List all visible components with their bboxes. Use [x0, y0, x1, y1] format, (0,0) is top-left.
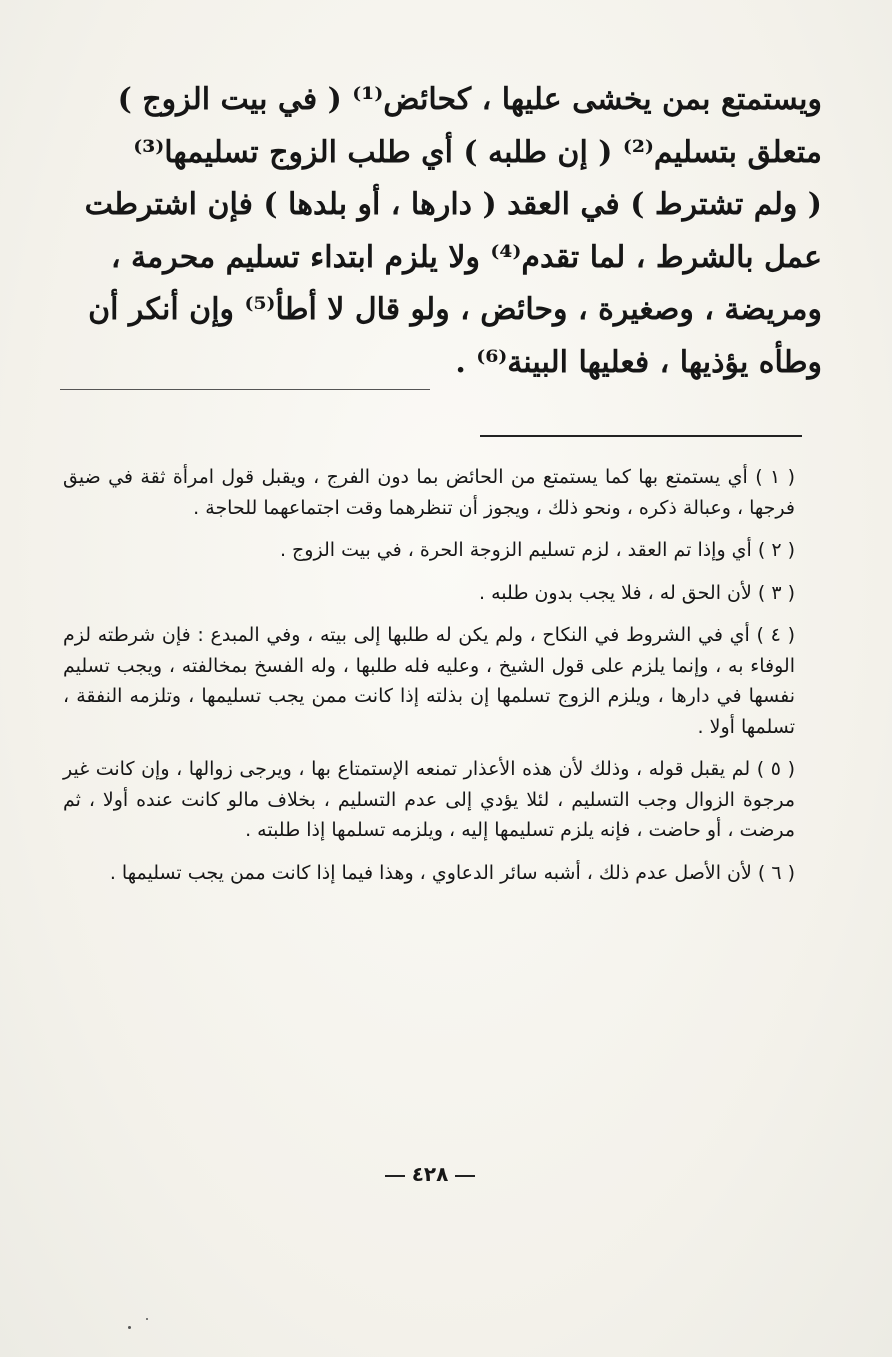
- main-text-line: ( ولم تشترط ) في العقد ( دارها ، أو بلدها ) فإن اشترطت: [84, 187, 822, 222]
- footnote-number: ( ٦ ): [757, 861, 795, 884]
- footnote-number: ( ١ ): [755, 466, 796, 488]
- main-text: [70, 74, 822, 389]
- footnote-text: لأن الأصل عدم ذلك ، أشبه سائر الدعاوي ، وهذا فيما إذا كانت ممن يجب تسليمها .: [109, 861, 752, 884]
- footnote-text: أي وإذا تم العقد ، لزم تسليم الزوجة الحرة ، في بيت الزوج .: [279, 539, 752, 561]
- scan-speck: [128, 1326, 131, 1329]
- footnote-number: ( ٢ ): [757, 539, 795, 561]
- footnote-4: [63, 620, 795, 742]
- footnote-text: لم يقبل قوله ، وذلك لأن هذه الأعذار تمنعه الإستمتاع بها ، ويرجى زوالها ، وإن كانت غير مرجوة الزوال وجب التسليم ، لئلا يؤدي إلى عدم التسليم ، بخلاف مالو كانت عنده أولا ، ثم مرضت ، أو حاضت ، فإنه يلزم تسليمها إليه ، ويلزمه تسلمها إذا طلبته .: [63, 758, 795, 841]
- main-text-line: ومريضة ، وصغيرة ، وحائض ، ولو قال لا أطأ⁽⁵⁾ وإن أنكر أن: [88, 292, 822, 327]
- page-number-value: ٤٢٨: [411, 1162, 449, 1186]
- footnote-6: [63, 858, 795, 889]
- page-number: [380, 1162, 480, 1186]
- main-text-end-rule: [60, 389, 430, 390]
- footnote-3: [63, 578, 795, 609]
- footnote-text: لأن الحق له ، فلا يجب بدون طلبه .: [479, 581, 752, 604]
- footnote-number: ( ٤ ): [756, 624, 796, 646]
- scan-speck: [146, 1318, 148, 1320]
- footnotes: [63, 462, 795, 900]
- footnote-number: ( ٣ ): [757, 581, 795, 604]
- main-text-line: وطأه يؤذيها ، فعليها البينة⁽⁶⁾ .: [455, 344, 822, 380]
- footnote-number: ( ٥ ): [756, 758, 796, 780]
- footnote-text: أي في الشروط في النكاح ، ولم يكن له طلبها إلى بيته ، وفي المبدع : فإن شرطته لزم الوفاء به ، وإنما يلزم على قول الشيخ ، وعليه فله طلبها ، وله الفسخ بمخالفته ، ويجب تسليم نفسها في دارها ، ويلزم الزوج تسلمها إن بذلته إذا كانت ممن يجب تسليمها ، وتلزمه النفقة ، تسلمها أولا .: [63, 624, 795, 738]
- main-text-line: متعلق بتسليم⁽²⁾ ( إن طلبه ) أي طلب الزوج تسليمها⁽³⁾: [133, 134, 822, 170]
- footnote-5: [63, 754, 795, 846]
- main-text-line: ويستمتع بمن يخشى عليها ، كحائض⁽¹⁾ ( في بيت الزوج ): [117, 82, 822, 117]
- main-text-line: عمل بالشرط ، لما تقدم⁽⁴⁾ ولا يلزم ابتداء تسليم محرمة ،: [110, 239, 822, 275]
- footnote-separator-rule: [480, 435, 802, 437]
- footnote-text: أي يستمتع بها كما يستمتع من الحائض بما دون الفرج ، ويقبل قول امرأة ثقة في ضيق فرجها ، وعبالة ذكره ، ونحو ذلك ، ويجوز أن تنظرهما وقت اجتماعهما للحاجة .: [63, 466, 795, 519]
- footnote-2: [63, 535, 795, 566]
- footnote-1: [63, 462, 795, 523]
